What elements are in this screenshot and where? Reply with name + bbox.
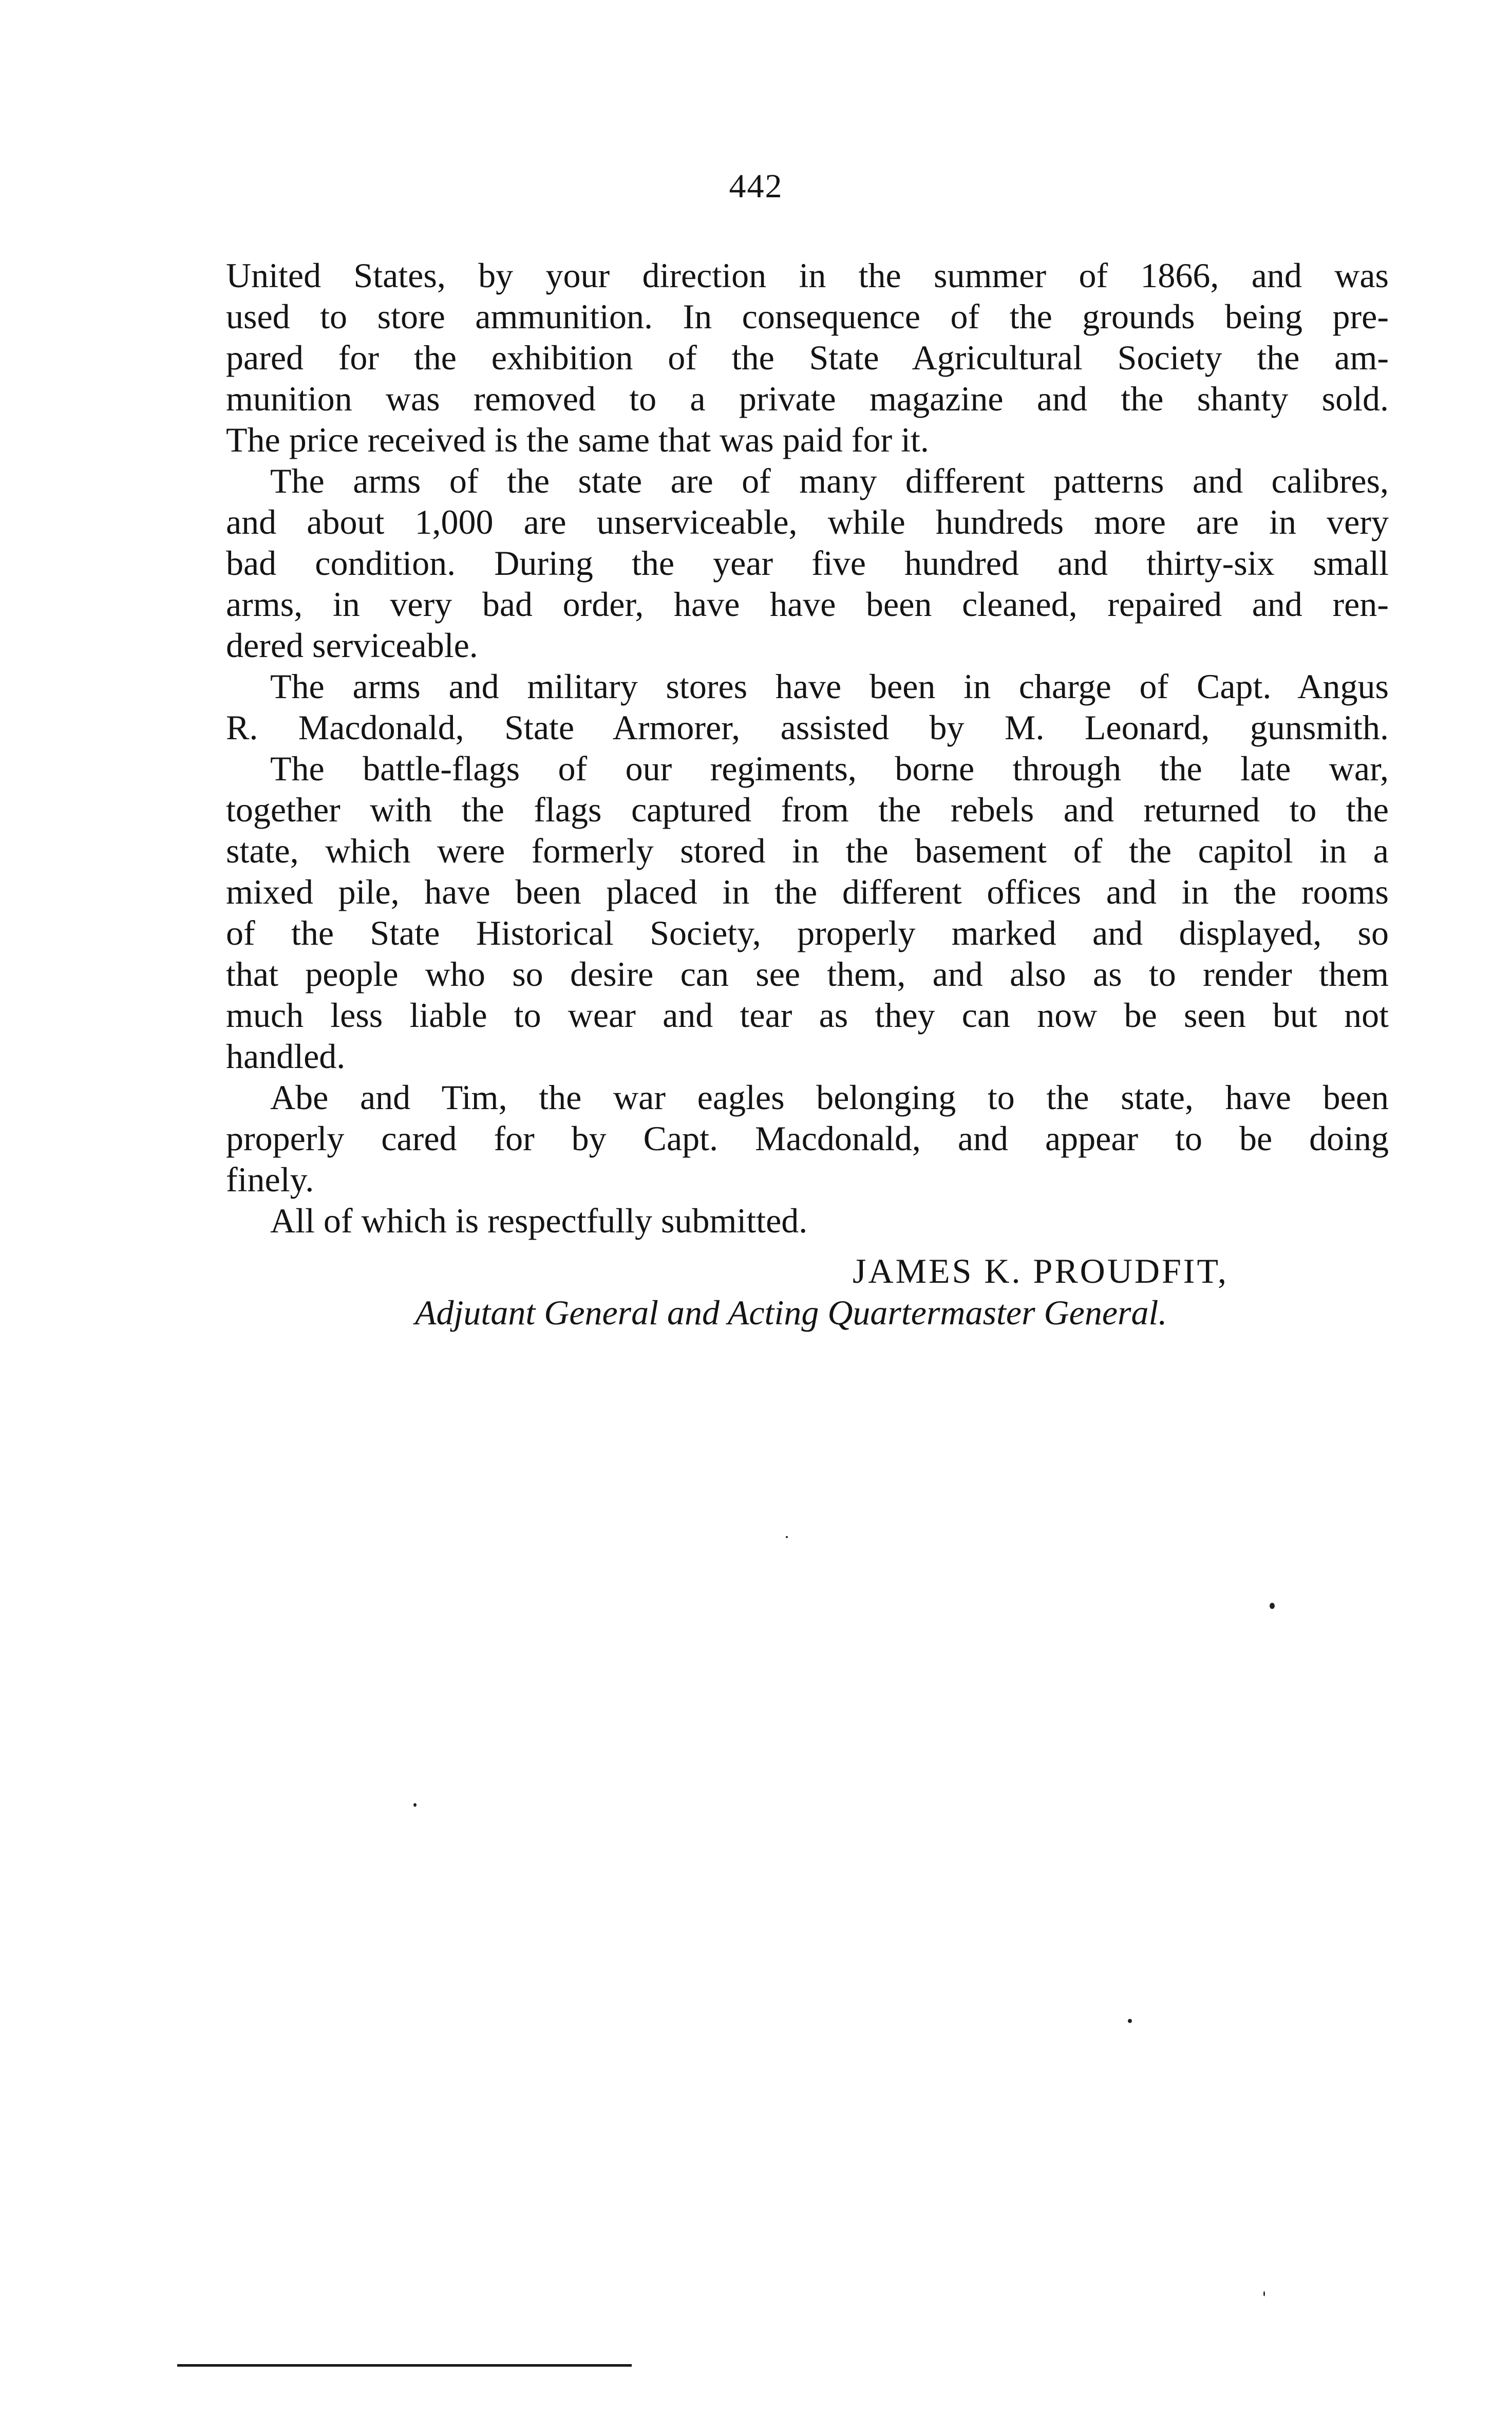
text-line: The price received is the same that was paid for it. xyxy=(226,420,929,459)
page-number: 442 xyxy=(729,167,783,205)
text-line: All of which is respectfully submitted. xyxy=(270,1201,808,1240)
print-speck xyxy=(1270,1603,1275,1609)
paragraph-war-eagles xyxy=(226,1077,1389,1200)
report-body xyxy=(226,255,1389,1241)
paragraph-arms-condition xyxy=(226,460,1389,666)
text-line: finely. xyxy=(226,1160,314,1199)
text-line: arms, in very bad order, have have been cleaned, repaired and ren- xyxy=(226,585,1389,624)
text-line: Abe and Tim, the war eagles belonging to the state, have been xyxy=(270,1078,1389,1117)
paragraph-ammunition-shanty xyxy=(226,255,1389,460)
text-line: pared for the exhibition of the State Agricultural Society the am- xyxy=(226,338,1389,377)
text-line: state, which were formerly stored in the basement of the capitol in a xyxy=(226,831,1389,870)
paragraph-armorer xyxy=(226,666,1389,748)
text-line: United States, by your direction in the summer of 1866, and was xyxy=(226,256,1389,295)
text-line: and about 1,000 are unserviceable, while hundreds more are in very xyxy=(226,502,1389,541)
text-line: The battle-flags of our regiments, borne through the late war, xyxy=(270,749,1389,788)
signature-title: Adjutant General and Acting Quartermaster General. xyxy=(415,1293,1167,1332)
paragraph-battle-flags xyxy=(226,748,1389,1077)
print-speck xyxy=(413,1803,417,1807)
text-line: that people who so desire can see them, and also as to render them xyxy=(226,954,1389,994)
paragraph-closing xyxy=(226,1200,1389,1241)
print-speck xyxy=(1263,2291,1265,2296)
text-line: dered serviceable. xyxy=(226,626,478,665)
text-line: The arms and military stores have been in charge of Capt. Angus xyxy=(270,667,1389,706)
text-line: R. Macdonald, State Armorer, assisted by M. Leonard, gunsmith. xyxy=(226,708,1389,747)
print-speck xyxy=(1128,2019,1132,2023)
text-line: properly cared for by Capt. Macdonald, and appear to be doing xyxy=(226,1119,1389,1158)
text-line: handled. xyxy=(226,1037,346,1076)
signature-name: JAMES K. PROUDFIT, xyxy=(853,1251,1228,1290)
text-line: much less liable to wear and tear as they can now be seen but not xyxy=(226,996,1389,1035)
text-line: used to store ammunition. In consequence of the grounds being pre- xyxy=(226,297,1389,336)
text-line: together with the flags captured from the rebels and returned to the xyxy=(226,790,1389,829)
footer-rule xyxy=(177,2364,632,2367)
text-line: mixed pile, have been placed in the different offices and in the rooms xyxy=(226,872,1389,911)
text-line: The arms of the state are of many different patterns and calibres, xyxy=(270,461,1389,500)
text-line: bad condition. During the year five hundred and thirty-six small xyxy=(226,544,1389,583)
print-speck xyxy=(786,1536,788,1538)
text-line: munition was removed to a private magazine and the shanty sold. xyxy=(226,379,1389,418)
text-line: of the State Historical Society, properly marked and displayed, so xyxy=(226,913,1389,952)
